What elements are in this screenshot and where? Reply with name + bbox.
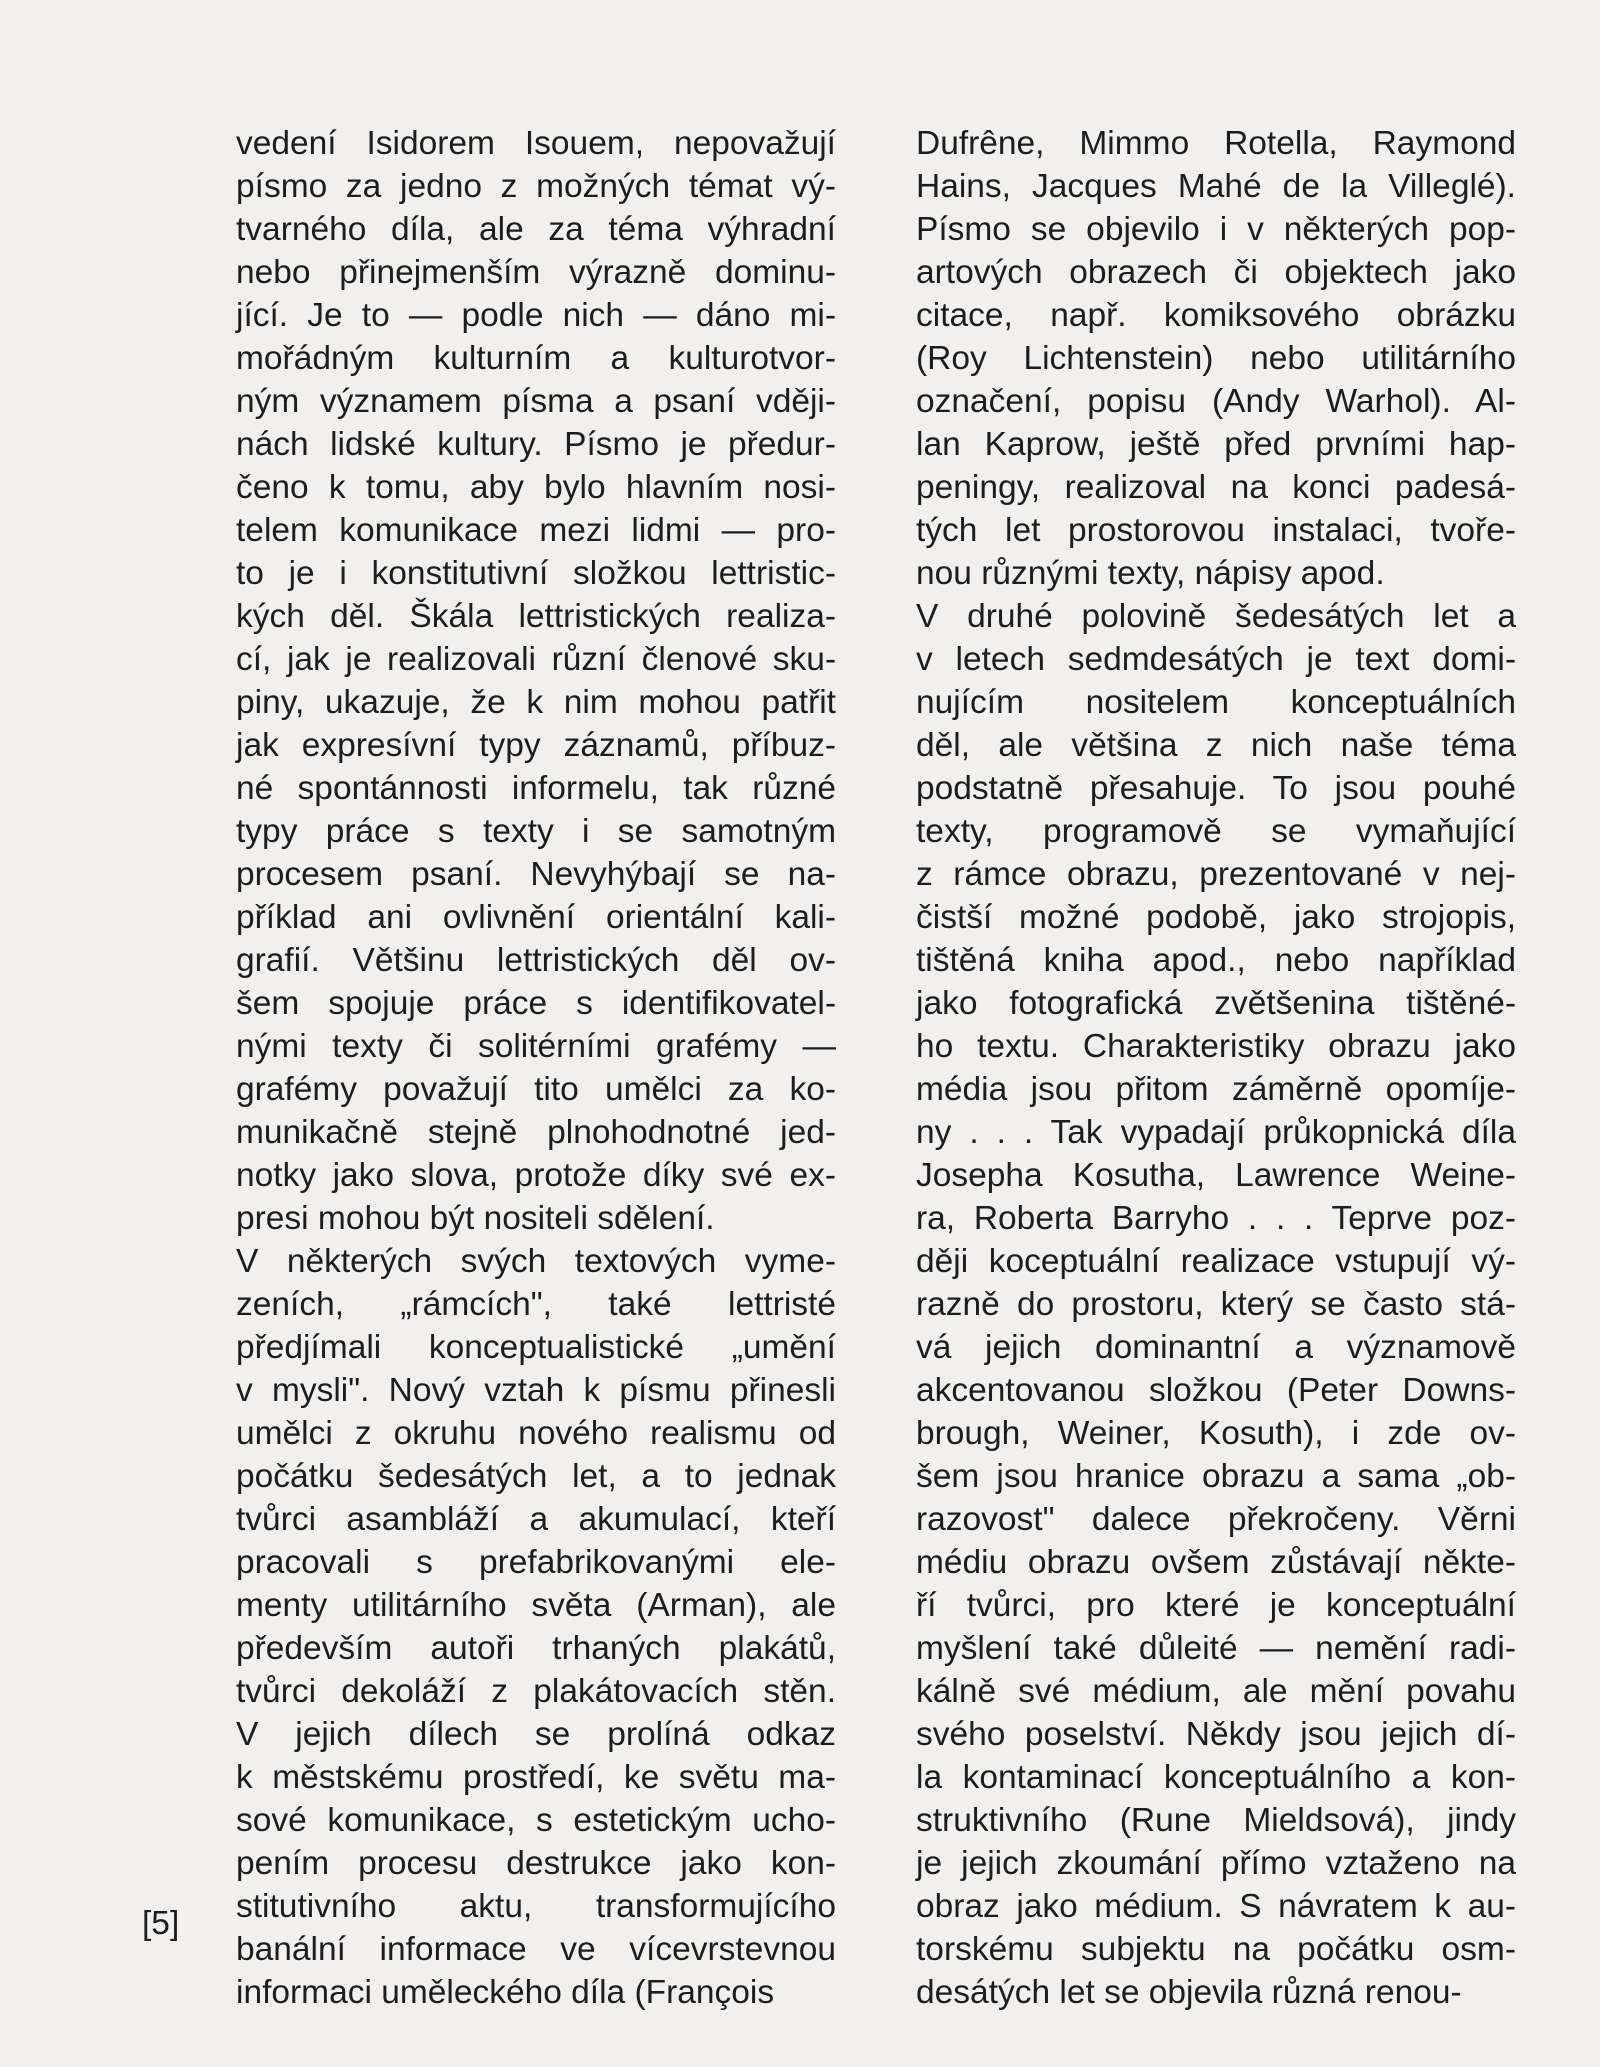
text-line: nujícím nositelem konceptuálních xyxy=(916,684,1516,721)
text-line: nými texty či solitérními grafémy — xyxy=(236,1028,836,1065)
text-line: artových obrazech či objektech jako xyxy=(916,254,1516,291)
text-line: to je i konstitutivní složkou lettristic- xyxy=(236,555,836,592)
text-line: k městskému prostředí, ke světu ma- xyxy=(236,1759,836,1796)
text-line: V druhé polovině šedesátých let a xyxy=(916,598,1516,635)
text-line: svého poselství. Někdy jsou jejich dí- xyxy=(916,1716,1516,1753)
text-line: (Roy Lichtenstein) nebo utilitárního xyxy=(916,340,1516,377)
text-line: označení, popisu (Andy Warhol). Al- xyxy=(916,383,1516,420)
text-line: ra, Roberta Barryho . . . Teprve poz- xyxy=(916,1200,1516,1237)
text-line: V některých svých textových vyme- xyxy=(236,1243,836,1280)
text-line: tvůrci asambláží a akumulací, kteří xyxy=(236,1501,836,1538)
text-line: V jejich dílech se prolíná odkaz xyxy=(236,1716,836,1753)
text-line: z rámce obrazu, prezentované v nej- xyxy=(916,856,1516,893)
text-line: procesem psaní. Nevyhýbají se na- xyxy=(236,856,836,893)
text-line: čeno k tomu, aby bylo hlavním nosi- xyxy=(236,469,836,506)
text-line: stitutivního aktu, transformujícího xyxy=(236,1888,836,1925)
text-line: čistší možné podobě, jako strojopis, xyxy=(916,899,1516,936)
text-line: menty utilitárního světa (Arman), ale xyxy=(236,1587,836,1624)
text-line: pracovali s prefabrikovanými ele- xyxy=(236,1544,836,1581)
text-line: ří tvůrci, pro které je konceptuální xyxy=(916,1587,1516,1624)
text-line: struktivního (Rune Mieldsová), jindy xyxy=(916,1802,1516,1839)
text-column-left xyxy=(236,122,836,2014)
text-line: desátých let se objevila různá renou- xyxy=(916,1974,1462,2011)
text-line: texty, programově se vymaňující xyxy=(916,813,1516,850)
text-line: nách lidské kultury. Písmo je předur- xyxy=(236,426,836,463)
text-line: tištěná kniha apod., nebo například xyxy=(916,942,1516,979)
text-line: v letech sedmdesátých je text domi- xyxy=(916,641,1516,678)
text-line: Josepha Kosutha, Lawrence Weine- xyxy=(916,1157,1516,1194)
text-line: kálně své médium, ale mění povahu xyxy=(916,1673,1516,1710)
text-line: ho textu. Charakteristiky obrazu jako xyxy=(916,1028,1516,1065)
text-column-right xyxy=(916,122,1516,2014)
text-line: především autoři trhaných plakátů, xyxy=(236,1630,836,1667)
text-line: mořádným kulturním a kulturotvor- xyxy=(236,340,836,377)
text-line: ději koceptuální realizace vstupují vý- xyxy=(916,1243,1516,1280)
text-line: vá jejich dominantní a významově xyxy=(916,1329,1516,1366)
text-line: jak expresívní typy záznamů, příbuz- xyxy=(236,727,836,764)
text-line: počátku šedesátých let, a to jednak xyxy=(236,1458,836,1495)
text-line: typy práce s texty i se samotným xyxy=(236,813,836,850)
text-line: la kontaminací konceptuálního a kon- xyxy=(916,1759,1516,1796)
text-line: grafií. Většinu lettristických děl ov- xyxy=(236,942,836,979)
text-line: tvarného díla, ale za téma výhradní xyxy=(236,211,836,248)
text-line: písmo za jedno z možných témat vý- xyxy=(236,168,836,205)
text-line: pením procesu destrukce jako kon- xyxy=(236,1845,836,1882)
page-number: [5] xyxy=(142,1905,180,1942)
text-line: obraz jako médium. S návratem k au- xyxy=(916,1888,1516,1925)
text-line: tých let prostorovou instalaci, tvoře- xyxy=(916,512,1516,549)
text-line: kých děl. Škála lettristických realiza- xyxy=(236,598,836,635)
text-line: v mysli". Nový vztah k písmu přinesli xyxy=(236,1372,836,1409)
text-line: jící. Je to — podle nich — dáno mi- xyxy=(236,297,836,334)
text-line: média jsou přitom záměrně opomíje- xyxy=(916,1071,1516,1108)
text-line: razně do prostoru, který se často stá- xyxy=(916,1286,1516,1323)
text-line: myšlení také důleité — nemění radi- xyxy=(916,1630,1516,1667)
text-line: razovost" dalece překročeny. Věrni xyxy=(916,1501,1516,1538)
text-line: umělci z okruhu nového realismu od xyxy=(236,1415,836,1452)
text-line: telem komunikace mezi lidmi — pro- xyxy=(236,512,836,549)
text-line: Hains, Jacques Mahé de la Villeglé). xyxy=(916,168,1516,205)
text-line: akcentovanou složkou (Peter Downs- xyxy=(916,1372,1516,1409)
text-line: piny, ukazuje, že k nim mohou patřit xyxy=(236,684,836,721)
text-line: notky jako slova, protože díky své ex- xyxy=(236,1157,836,1194)
text-line: děl, ale většina z nich naše téma xyxy=(916,727,1516,764)
text-line: příklad ani ovlivnění orientální kali- xyxy=(236,899,836,936)
text-line: zeních, „rámcích", také lettristé xyxy=(236,1286,836,1323)
text-line: peningy, realizoval na konci padesá- xyxy=(916,469,1516,506)
text-line: nou různými texty, nápisy apod. xyxy=(916,555,1385,592)
text-line: Dufrêne, Mimmo Rotella, Raymond xyxy=(916,125,1516,162)
text-line: šem jsou hranice obrazu a sama „ob- xyxy=(916,1458,1516,1495)
text-line: ny . . . Tak vypadají průkopnická díla xyxy=(916,1114,1516,1151)
text-line: informaci uměleckého díla (François xyxy=(236,1974,775,2011)
text-line: citace, např. komiksového obrázku xyxy=(916,297,1516,334)
text-line: né spontánnosti informelu, tak různé xyxy=(236,770,836,807)
text-line: cí, jak je realizovali různí členové sku- xyxy=(236,641,836,678)
text-line: lan Kaprow, ještě před prvními hap- xyxy=(916,426,1516,463)
text-line: presi mohou být nositeli sdělení. xyxy=(236,1200,715,1237)
text-line: munikačně stejně plnohodnotné jed- xyxy=(236,1114,836,1151)
text-line: Písmo se objevilo i v některých pop- xyxy=(916,211,1516,248)
text-line: ným významem písma a psaní vději- xyxy=(236,383,836,420)
text-line: jako fotografická zvětšenina tištěné- xyxy=(916,985,1516,1022)
text-line: grafémy považují tito umělci za ko- xyxy=(236,1071,836,1108)
text-line: torskému subjektu na počátku osm- xyxy=(916,1931,1516,1968)
text-line: banální informace ve vícevrstevnou xyxy=(236,1931,836,1968)
text-line: nebo přinejmenším výrazně dominu- xyxy=(236,254,836,291)
text-line: předjímali konceptualistické „umění xyxy=(236,1329,836,1366)
text-line: brough, Weiner, Kosuth), i zde ov- xyxy=(916,1415,1516,1452)
text-line: médiu obrazu ovšem zůstávají někte- xyxy=(916,1544,1516,1581)
text-line: sové komunikace, s estetickým ucho- xyxy=(236,1802,836,1839)
text-line: je jejich zkoumání přímo vztaženo na xyxy=(916,1845,1516,1882)
text-line: vedení Isidorem Isouem, nepovažují xyxy=(236,125,836,162)
text-line: šem spojuje práce s identifikovatel- xyxy=(236,985,836,1022)
text-line: podstatně přesahuje. To jsou pouhé xyxy=(916,770,1516,807)
text-line: tvůrci dekoláží z plakátovacích stěn. xyxy=(236,1673,836,1710)
